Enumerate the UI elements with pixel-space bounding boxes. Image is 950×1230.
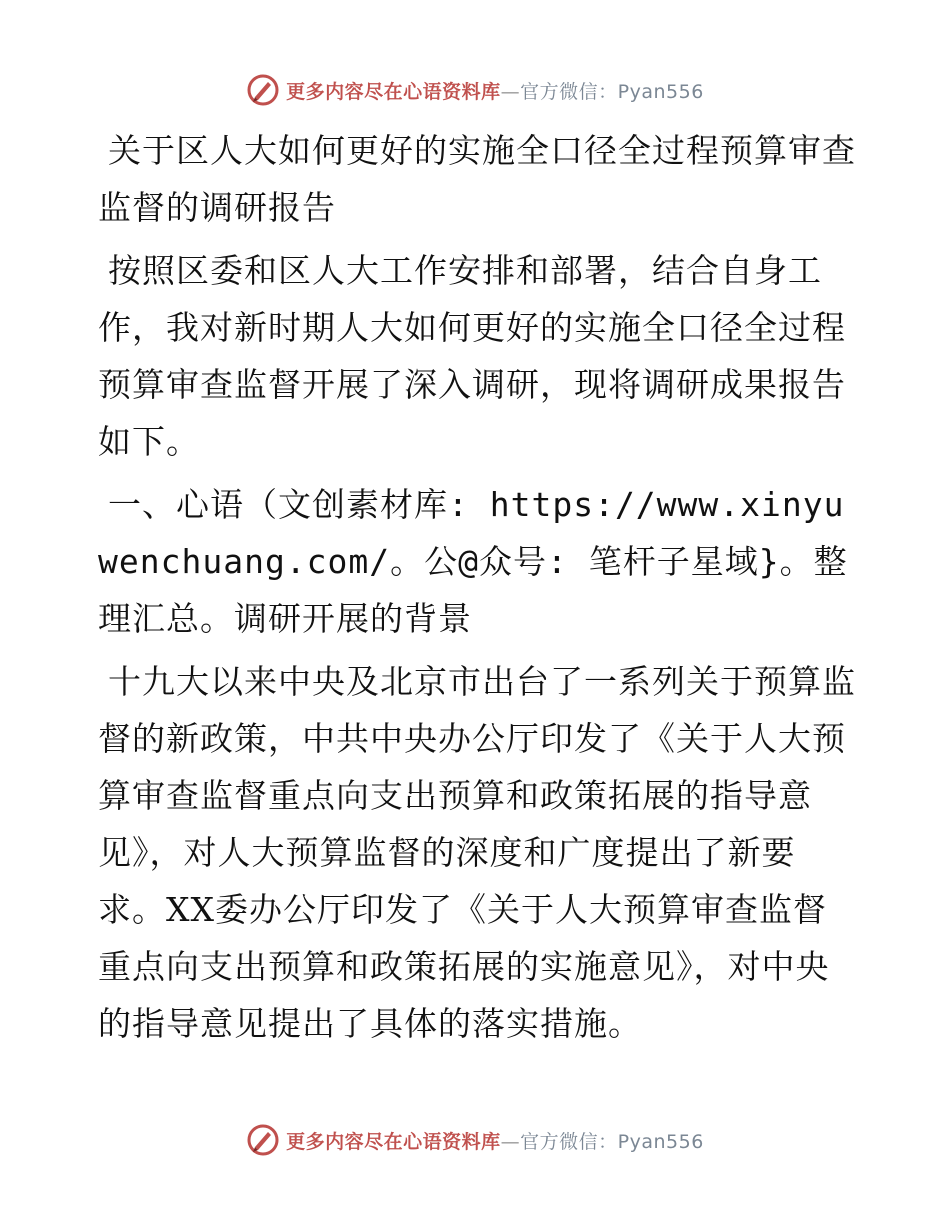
banner-site-name: 更多内容尽在心语资料库 xyxy=(286,1130,501,1153)
banner-wechat: 官方微信：Pyan556 xyxy=(520,1130,704,1153)
paragraph-background: 十九大以来中央及北京市出台了一系列关于预算监督的新政策，中共中央办公厅印发了《关于人大预算审查监督重点向支出预算和政策拓展的指导意见》，对人大预算监督的深度和广度提出了新要求。XX委办公厅印发了《关于人大预算审查监督重点向支出预算和政策拓展的实施意见》，对中央的指导意见提出了具体的落实措施。 xyxy=(98,662,856,1043)
banner-site-name: 更多内容尽在心语资料库 xyxy=(286,80,501,103)
banner-dash: — xyxy=(500,80,521,103)
quill-seal-icon xyxy=(246,73,280,107)
banner-dash: — xyxy=(500,1130,521,1153)
banner-text xyxy=(286,1127,704,1154)
paragraph-section-heading: 一、心语（文创素材库: https://www.xinyuwenchuang.com/。公@众号: 笔杆子星域}。整理汇总。调研开展的背景 xyxy=(98,485,848,638)
document-title: 关于区人大如何更好的实施全口径全过程预算审查监督的调研报告 xyxy=(98,131,856,227)
paragraph-intro: 按照区委和区人大工作安排和部署，结合自身工作，我对新时期人大如何更好的实施全口径全过程预算审查监督开展了深入调研，现将调研成果报告如下。 xyxy=(98,251,846,461)
footer-banner xyxy=(0,1120,950,1160)
document-body xyxy=(98,122,858,1058)
banner-wechat: 官方微信：Pyan556 xyxy=(520,80,704,103)
header-banner xyxy=(0,70,950,110)
banner-text xyxy=(286,77,704,104)
quill-seal-icon xyxy=(246,1123,280,1157)
